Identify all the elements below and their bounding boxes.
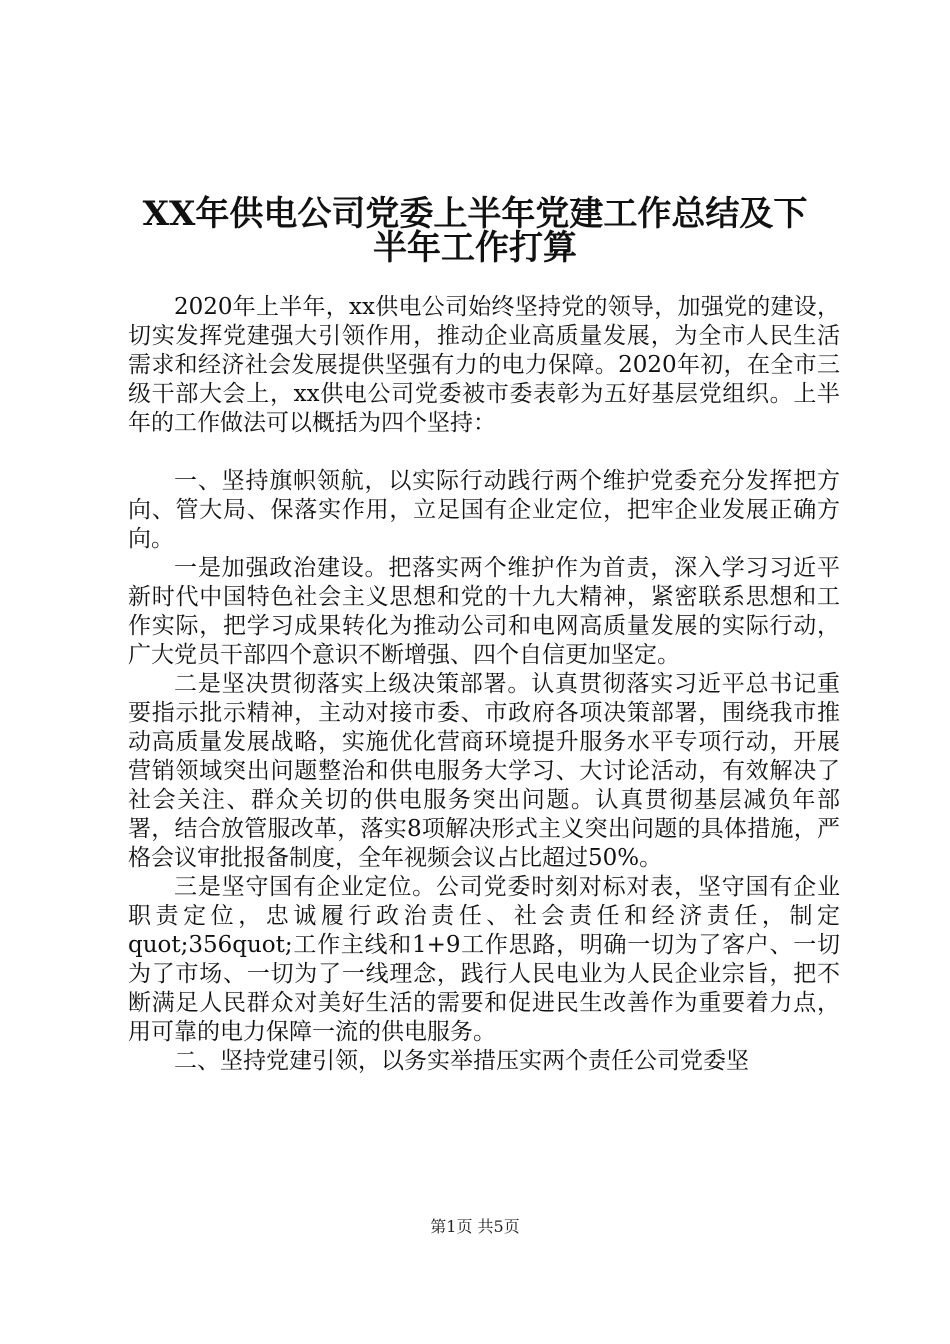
paragraph-item-3: 三是坚守国有企业定位。公司党委时刻对标对表，坚守国有企业职责定位，忠诚履行政治责任、社会责任和经济责任，制定quot;356quot;工作主线和1+9工作思路，明确一切为了客户、一切为了市场、一切为了一线理念，践行人民电业为人民企业宗旨，把不断满足人民群众对美好生活的需要和促进民生改善作为重要着力点，用可靠的电力保障一流的供电服务。 <box>128 874 840 1045</box>
paragraph-intro: 2020年上半年，xx供电公司始终坚持党的领导，加强党的建设，切实发挥党建强大引领作用，推动企业高质量发展，为全市人民生活需求和经济社会发展提供坚强有力的电力保障。2020年初，在全市三级干部大会上，xx供电公司党委被市委表彰为五好基层党组织。上半年的工作做法可以概括为四个坚持： <box>128 294 840 436</box>
paragraph-spacer <box>128 438 840 467</box>
document-title-line-1: XX年供电公司党委上半年党建工作总结及下 <box>142 194 808 234</box>
paragraph-section-2: 二、坚持党建引领，以务实举措压实两个责任公司党委坚 <box>174 1048 749 1074</box>
paragraph-item-1: 一是加强政治建设。把落实两个维护作为首责，深入学习习近平新时代中国特色社会主义思想和党的十九大精神，紧密联系思想和工作实际，把学习成果转化为推动公司和电网高质量发展的实际行动，广大党员干部四个意识不断增强、四个自信更加坚定。 <box>128 555 840 668</box>
paragraph-item-2: 二是坚决贯彻落实上级决策部署。认真贯彻落实习近平总书记重要指示批示精神，主动对接市委、市政府各项决策部署，围绕我市推动高质量发展战略，实施优化营商环境提升服务水平专项行动，开展营销领域突出问题整治和供电服务大学习、大讨论活动，有效解决了社会关注、群众关切的供电服务突出问题。认真贯彻基层减负年部署，结合放管服改革，落实8项解决形式主义突出问题的具体措施，严格会议审批报备制度，全年视频会议占比超过50%。 <box>128 671 840 871</box>
document-body <box>128 293 840 1076</box>
page-number-footer: 第1页 共5页 <box>430 1217 520 1236</box>
paragraph-section-1: 一、坚持旗帜领航，以实际行动践行两个维护党委充分发挥把方向、管大局、保落实作用，立足国有企业定位，把牢企业发展正确方向。 <box>128 468 840 552</box>
document-title-line-2: 半年工作打算 <box>373 228 577 268</box>
